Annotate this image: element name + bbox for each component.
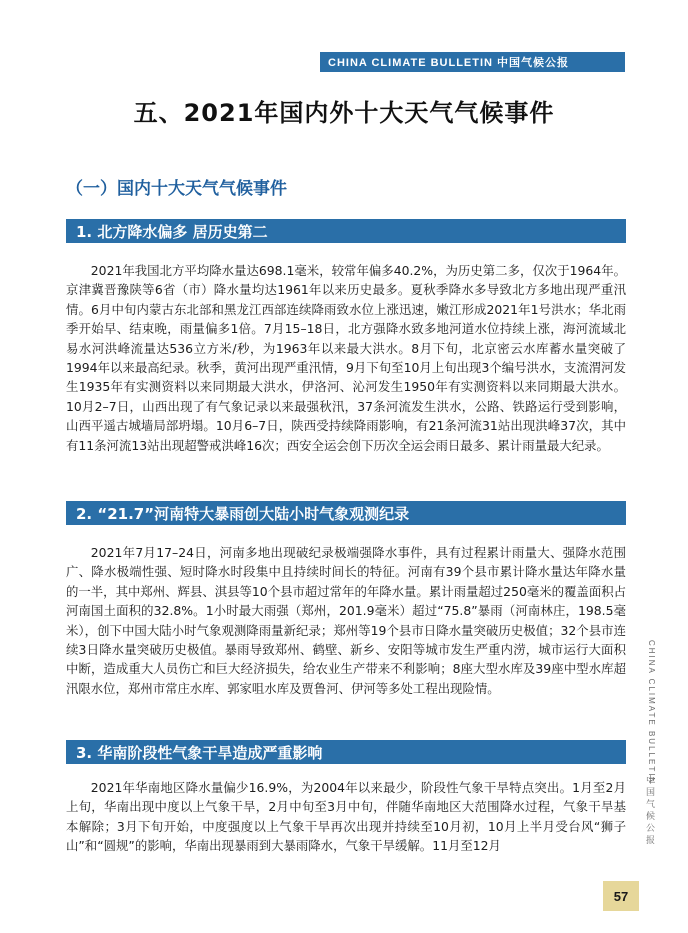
- side-label-chinese: 中国气候公报: [644, 775, 654, 847]
- side-label-english: CHINA CLIMATE BULLETIN: [647, 640, 656, 786]
- bulletin-label: CHINA CLIMATE BULLETIN 中国气候公报: [328, 57, 570, 69]
- section-1-body: 2021年我国北方平均降水量达698.1毫米，较常年偏多40.2%，为历史第二多，仅次于1964年。京津冀晋豫陕等6省（市）降水量均达1961年以来历史最多。夏秋季降水多导致北方多地出现严重汛情。6月中旬内蒙古东北部和黑龙江西部连续降雨致水位上涨迅速，嫩江形成2021年1号洪水；华北雨季开始早、结束晚，雨量偏多1倍。7月15–18日，北方强降水致多地河道水位持续上涨，海河流域北易水河洪峰流量达536立方米/秒，为1963年以来最大洪水。8月下旬，北京密云水库蓄水量突破了1994年以来最高纪录。秋季，黄河出现严重汛情，9月下旬至10月上旬出现3个编号洪水，支流渭河发生1935年有实测资料以来同期最大洪水，伊洛河、沁河发生1950年有实测资料以来同期最大洪水。10月2–7日，山西出现了有气象记录以来最强秋汛，37条河流发生洪水，公路、铁路运行受到影响，山西平遥古城墙局部坍塌。10月6–7日，陕西受持续降雨影响，有21条河流31站出现洪峰37次，其中有11条河流13站出现超警戒洪峰16次；西安全运会创下历次全运会雨日最多、累计雨量最大纪录。: [66, 263, 626, 453]
- bulletin-header-bar: [320, 52, 625, 72]
- subsection-title: （一）国内十大天气气候事件: [66, 179, 287, 199]
- section-2-title: 2. “21.7”河南特大暴雨创大陆小时气象观测纪录: [66, 501, 626, 525]
- page-title: 五、2021年国内外十大天气气候事件: [133, 99, 555, 127]
- section-2-body: 2021年7月17–24日，河南多地出现破纪录极端强降水事件，具有过程累计雨量大、强降水范围广、降水极端性强、短时降水时段集中且持续时间长的特征。河南有39个县市累计降水量达年降水量的一半，其中郑州、辉县、淇县等10个县市超过常年的年降水量。累计雨量超过250毫米的覆盖面积占河南国土面积的32.8%。1小时最大雨强（郑州，201.9毫米）超过“75.8”暴雨（河南林庄，198.5毫米），创下中国大陆小时气象观测降雨量新纪录；郑州等19个县市日降水量突破历史极值；32个县市连续3日降水量突破历史极值。暴雨导致郑州、鹤壁、新乡、安阳等城市发生严重内涝，城市运行大面积中断，造成重大人员伤亡和巨大经济损失，给农业生产带来不利影响；8座大型水库及39座中型水库超汛限水位，郑州市常庄水库、郭家咀水库及贾鲁河、伊河等多处工程出现险情。: [66, 545, 626, 696]
- section-1-title: 1. 北方降水偏多 居历史第二: [66, 219, 626, 243]
- section-3-title: 3. 华南阶段性气象干旱造成严重影响: [66, 740, 626, 764]
- section-3-body: 2021年华南地区降水量偏少16.9%，为2004年以来最少，阶段性气象干旱特点突出。1月至2月上旬，华南出现中度以上气象干旱，2月中旬至3月中旬，伴随华南地区大范围降水过程，气象干旱基本解除；3月下旬开始，中度强度以上气象干旱再次出现并持续至10月初，10月上半月受台风“狮子山”和“圆规”的影响，华南出现暴雨到大暴雨降水，气象干旱缓解。11月至12月: [66, 780, 626, 854]
- page-number: 57: [603, 881, 639, 911]
